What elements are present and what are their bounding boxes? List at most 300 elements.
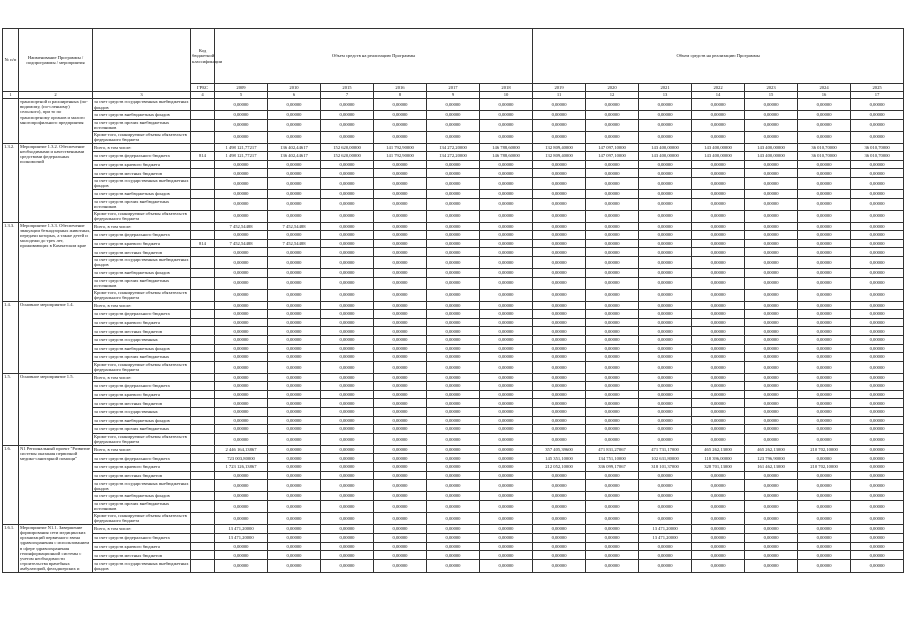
amount-cell: 7 452,54488 bbox=[215, 222, 268, 231]
amount-cell: 0,00000 bbox=[586, 239, 639, 248]
amount-cell: 0,00000 bbox=[215, 301, 268, 310]
amount-cell: 0,00000 bbox=[692, 533, 745, 542]
amount-cell: 0,00000 bbox=[374, 169, 427, 178]
amount-cell: 0,00000 bbox=[851, 382, 904, 391]
amount-cell: 0,00000 bbox=[745, 198, 798, 210]
grbs-code bbox=[191, 433, 215, 445]
amount-cell: 0,00000 bbox=[374, 353, 427, 362]
amount-cell: 0,00000 bbox=[745, 512, 798, 524]
amount-cell: 0,00000 bbox=[639, 189, 692, 198]
amount-cell: 13 471,20000 bbox=[639, 533, 692, 542]
amount-cell: 0,00000 bbox=[268, 390, 321, 399]
amount-cell: 0,00000 bbox=[692, 111, 745, 120]
amount-cell: 0,00000 bbox=[374, 445, 427, 454]
amount-cell: 0,00000 bbox=[745, 277, 798, 289]
budget-table bbox=[2, 28, 904, 573]
amount-cell: 0,00000 bbox=[692, 399, 745, 408]
amount-cell: 0,00000 bbox=[480, 524, 533, 533]
amount-cell: 0,00000 bbox=[374, 99, 427, 111]
amount-cell: 0,00000 bbox=[851, 248, 904, 257]
amount-cell: 0,00000 bbox=[321, 318, 374, 327]
funding-source: за счет средств государственных bbox=[93, 335, 191, 344]
amount-cell: 0,00000 bbox=[321, 310, 374, 319]
amount-cell: 0,00000 bbox=[639, 373, 692, 382]
amount-cell: 0,00000 bbox=[533, 119, 586, 131]
amount-cell: 0,00000 bbox=[639, 289, 692, 301]
amount-cell: 0,00000 bbox=[374, 239, 427, 248]
funding-source: за счет средств внебюджетных фондов bbox=[93, 111, 191, 120]
amount-cell: 2 446 164,13867 bbox=[215, 445, 268, 454]
amount-cell: 0,00000 bbox=[745, 131, 798, 143]
amount-cell: 0,00000 bbox=[374, 500, 427, 512]
amount-cell: 0,00000 bbox=[639, 512, 692, 524]
amount-cell: 0,00000 bbox=[215, 169, 268, 178]
amount-cell: 0,00000 bbox=[268, 492, 321, 501]
table-row bbox=[3, 471, 904, 480]
amount-cell: 0,00000 bbox=[480, 542, 533, 551]
amount-cell: 0,00000 bbox=[215, 492, 268, 501]
amount-cell: 0,00000 bbox=[586, 310, 639, 319]
amount-cell: 0,00000 bbox=[639, 301, 692, 310]
amount-cell: 0,00000 bbox=[268, 119, 321, 131]
grbs-code bbox=[191, 143, 215, 152]
amount-cell: 0,00000 bbox=[692, 361, 745, 373]
grbs-code bbox=[191, 492, 215, 501]
amount-cell: 0,00000 bbox=[533, 222, 586, 231]
grbs-code bbox=[191, 382, 215, 391]
grbs-code bbox=[191, 248, 215, 257]
table-row bbox=[3, 277, 904, 289]
amount-cell: 0,00000 bbox=[268, 551, 321, 560]
amount-cell: 0,00000 bbox=[586, 189, 639, 198]
amount-cell: 0,00000 bbox=[427, 500, 480, 512]
amount-cell: 0,00000 bbox=[533, 310, 586, 319]
amount-cell: 0,00000 bbox=[692, 433, 745, 445]
amount-cell: 0,00000 bbox=[374, 289, 427, 301]
amount-cell: 0,00000 bbox=[427, 471, 480, 480]
amount-cell: 36 010,70000 bbox=[798, 143, 851, 152]
amount-cell: 0,00000 bbox=[321, 344, 374, 353]
amount-cell: 0,00000 bbox=[745, 327, 798, 336]
amount-cell: 146 788,60000 bbox=[480, 143, 533, 152]
amount-cell: 0,00000 bbox=[321, 99, 374, 111]
amount-cell: 212 052,10000 bbox=[533, 463, 586, 472]
amount-cell: 0,00000 bbox=[374, 310, 427, 319]
amount-cell: 0,00000 bbox=[745, 373, 798, 382]
amount-cell: 210 702,10000 bbox=[798, 445, 851, 454]
amount-cell: 0,00000 bbox=[851, 524, 904, 533]
amount-cell: 0,00000 bbox=[586, 111, 639, 120]
grbs-code bbox=[191, 353, 215, 362]
amount-cell: 0,00000 bbox=[798, 533, 851, 542]
amount-cell: 0,00000 bbox=[533, 344, 586, 353]
amount-cell: 0,00000 bbox=[427, 373, 480, 382]
amount-cell: 0,00000 bbox=[480, 361, 533, 373]
amount-cell: 0,00000 bbox=[639, 277, 692, 289]
amount-cell: 0,00000 bbox=[480, 256, 533, 268]
amount-cell: 0,00000 bbox=[798, 301, 851, 310]
amount-cell: 0,00000 bbox=[321, 512, 374, 524]
amount-cell: 0,00000 bbox=[692, 335, 745, 344]
amount-cell: 0,00000 bbox=[639, 131, 692, 143]
table-row bbox=[3, 318, 904, 327]
amount-cell: 0,00000 bbox=[427, 268, 480, 277]
amount-cell: 0,00000 bbox=[851, 131, 904, 143]
grbs-code bbox=[191, 399, 215, 408]
amount-cell: 1 498 121,77217 bbox=[215, 143, 268, 152]
amount-cell: 0,00000 bbox=[321, 480, 374, 492]
amount-cell: 134 272,20000 bbox=[427, 152, 480, 161]
amount-cell: 0,00000 bbox=[374, 327, 427, 336]
amount-cell: 0,00000 bbox=[639, 177, 692, 189]
amount-cell: 0,00000 bbox=[639, 500, 692, 512]
amount-cell: 0,00000 bbox=[692, 524, 745, 533]
amount-cell: 0,00000 bbox=[374, 390, 427, 399]
amount-cell: 0,00000 bbox=[851, 512, 904, 524]
amount-cell: 0,00000 bbox=[851, 198, 904, 210]
amount-cell: 0,00000 bbox=[586, 382, 639, 391]
program-name: Основное мероприятие 1.5. bbox=[19, 373, 93, 445]
amount-cell: 0,00000 bbox=[215, 310, 268, 319]
amount-cell: 0,00000 bbox=[692, 512, 745, 524]
amount-cell: 0,00000 bbox=[692, 131, 745, 143]
funding-source: за счет средств прочих внебюджетных источников bbox=[93, 119, 191, 131]
amount-cell: 0,00000 bbox=[745, 310, 798, 319]
grbs-code bbox=[191, 533, 215, 542]
amount-cell: 0,00000 bbox=[268, 560, 321, 572]
amount-cell: 0,00000 bbox=[427, 433, 480, 445]
amount-cell: 0,00000 bbox=[586, 533, 639, 542]
amount-cell: 0,00000 bbox=[851, 480, 904, 492]
amount-cell: 147 097,10000 bbox=[586, 152, 639, 161]
amount-cell: 0,00000 bbox=[851, 373, 904, 382]
amount-cell: 0,00000 bbox=[745, 500, 798, 512]
grbs-code bbox=[191, 361, 215, 373]
amount-cell: 0,00000 bbox=[851, 433, 904, 445]
amount-cell: 0,00000 bbox=[533, 373, 586, 382]
amount-cell: 0,00000 bbox=[374, 408, 427, 417]
amount-cell: 0,00000 bbox=[639, 210, 692, 222]
amount-cell: 0,00000 bbox=[586, 560, 639, 572]
amount-cell: 0,00000 bbox=[533, 169, 586, 178]
amount-cell: 0,00000 bbox=[321, 361, 374, 373]
amount-cell: 0,00000 bbox=[745, 239, 798, 248]
amount-cell: 146 788,60000 bbox=[480, 152, 533, 161]
table-row bbox=[3, 480, 904, 492]
amount-cell: 0,00000 bbox=[321, 492, 374, 501]
amount-cell: 0,00000 bbox=[268, 256, 321, 268]
amount-cell: 136 402,44617 bbox=[268, 152, 321, 161]
amount-cell: 0,00000 bbox=[798, 318, 851, 327]
amount-cell: 0,00000 bbox=[745, 560, 798, 572]
amount-cell: 0,00000 bbox=[586, 248, 639, 257]
amount-cell: 0,00000 bbox=[639, 551, 692, 560]
header-year: 2022 bbox=[692, 84, 745, 92]
funding-source: за счет средств местных бюджетов bbox=[93, 551, 191, 560]
header-column-number: 10 bbox=[480, 92, 533, 99]
amount-cell: 0,00000 bbox=[427, 231, 480, 240]
amount-cell: 0,00000 bbox=[374, 512, 427, 524]
amount-cell: 0,00000 bbox=[215, 256, 268, 268]
amount-cell: 0,00000 bbox=[268, 189, 321, 198]
amount-cell: 0,00000 bbox=[480, 408, 533, 417]
amount-cell: 0,00000 bbox=[586, 169, 639, 178]
amount-cell: 0,00000 bbox=[321, 119, 374, 131]
amount-cell: 0,00000 bbox=[321, 533, 374, 542]
funding-source: Всего, в том числе: bbox=[93, 301, 191, 310]
amount-cell: 0,00000 bbox=[427, 480, 480, 492]
amount-cell: 0,00000 bbox=[268, 353, 321, 362]
amount-cell: 0,00000 bbox=[745, 119, 798, 131]
amount-cell: 0,00000 bbox=[745, 268, 798, 277]
funding-source: за счет средств краевого бюджета bbox=[93, 239, 191, 248]
amount-cell: 0,00000 bbox=[215, 512, 268, 524]
amount-cell: 465 262,13000 bbox=[745, 445, 798, 454]
header-column-number: 16 bbox=[798, 92, 851, 99]
amount-cell: 0,00000 bbox=[692, 177, 745, 189]
amount-cell: 0,00000 bbox=[586, 408, 639, 417]
amount-cell: 0,00000 bbox=[374, 382, 427, 391]
amount-cell: 0,00000 bbox=[215, 551, 268, 560]
amount-cell: 143 400,00000 bbox=[692, 143, 745, 152]
amount-cell: 0,00000 bbox=[798, 551, 851, 560]
table-row bbox=[3, 454, 904, 463]
amount-cell: 0,00000 bbox=[586, 492, 639, 501]
amount-cell: 0,00000 bbox=[321, 268, 374, 277]
amount-cell: 0,00000 bbox=[427, 131, 480, 143]
amount-cell: 0,00000 bbox=[480, 222, 533, 231]
header-no: № п/п bbox=[3, 29, 19, 92]
amount-cell: 0,00000 bbox=[533, 189, 586, 198]
amount-cell: 0,00000 bbox=[533, 198, 586, 210]
header-code: Код бюджетной классификации bbox=[191, 29, 215, 84]
amount-cell: 0,00000 bbox=[851, 399, 904, 408]
grbs-code bbox=[191, 542, 215, 551]
amount-cell: 0,00000 bbox=[374, 210, 427, 222]
amount-cell: 13 471,20000 bbox=[639, 524, 692, 533]
amount-cell: 0,00000 bbox=[798, 344, 851, 353]
amount-cell: 0,00000 bbox=[798, 177, 851, 189]
amount-cell: 0,00000 bbox=[321, 169, 374, 178]
amount-cell: 0,00000 bbox=[639, 361, 692, 373]
table-row bbox=[3, 344, 904, 353]
amount-cell: 0,00000 bbox=[798, 492, 851, 501]
amount-cell: 0,00000 bbox=[586, 512, 639, 524]
funding-source: Всего, в том числе: bbox=[93, 373, 191, 382]
grbs-code bbox=[191, 408, 215, 417]
amount-cell: 0,00000 bbox=[268, 318, 321, 327]
amount-cell: 0,00000 bbox=[798, 99, 851, 111]
amount-cell: 0,00000 bbox=[215, 382, 268, 391]
amount-cell: 0,00000 bbox=[533, 160, 586, 169]
amount-cell: 0,00000 bbox=[215, 361, 268, 373]
amount-cell: 0,00000 bbox=[215, 99, 268, 111]
grbs-code bbox=[191, 416, 215, 425]
amount-cell: 0,00000 bbox=[268, 327, 321, 336]
amount-cell: 0,00000 bbox=[692, 99, 745, 111]
amount-cell: 0,00000 bbox=[321, 301, 374, 310]
amount-cell: 0,00000 bbox=[268, 399, 321, 408]
amount-cell: 0,00000 bbox=[639, 222, 692, 231]
amount-cell: 0,00000 bbox=[427, 390, 480, 399]
amount-cell: 0,00000 bbox=[586, 361, 639, 373]
grbs-code bbox=[191, 512, 215, 524]
funding-source: за счет средств государственных внебюджетных фондов bbox=[94, 480, 189, 491]
amount-cell: 152 620,00000 bbox=[321, 143, 374, 152]
amount-cell: 0,00000 bbox=[321, 239, 374, 248]
amount-cell: 143 400,00000 bbox=[745, 152, 798, 161]
amount-cell: 0,00000 bbox=[533, 480, 586, 492]
amount-cell: 0,00000 bbox=[268, 289, 321, 301]
amount-cell: 0,00000 bbox=[268, 533, 321, 542]
amount-cell: 0,00000 bbox=[639, 344, 692, 353]
row-index: 1.6.1. bbox=[3, 524, 19, 572]
amount-cell: 0,00000 bbox=[639, 318, 692, 327]
amount-cell: 0,00000 bbox=[798, 277, 851, 289]
amount-cell: 0,00000 bbox=[798, 198, 851, 210]
program-name: Мероприятие N1.1. Завершение формирования сети медицинских организаций первичного звена здравоохранения с использованием в сфере здравоохранения геоинформационной системы с учетом необходимости строительства врачебных амбулаторий, фельдшерских и bbox=[19, 524, 93, 572]
program-name: транспортной и расширенных (по-видимому, (по-сленному) сельского), при то по транспортному органов и малого многопрофильного предприятия bbox=[19, 99, 93, 144]
funding-source: за счет средств краевого бюджета bbox=[93, 463, 191, 472]
amount-cell: 0,00000 bbox=[427, 361, 480, 373]
grbs-code bbox=[191, 327, 215, 336]
amount-cell: 0,00000 bbox=[268, 131, 321, 143]
grbs-code bbox=[191, 344, 215, 353]
table-row bbox=[3, 335, 904, 344]
amount-cell: 0,00000 bbox=[639, 471, 692, 480]
amount-cell: 0,00000 bbox=[480, 210, 533, 222]
program-name: Мероприятие 1.3.2. Обеспечение необходимыми и качественными средствами федеральных полномочий bbox=[19, 143, 93, 222]
amount-cell: 0,00000 bbox=[321, 189, 374, 198]
table-row bbox=[3, 492, 904, 501]
funding-source: за счет средств федерального бюджета bbox=[93, 152, 191, 161]
grbs-code bbox=[191, 471, 215, 480]
table-row bbox=[3, 373, 904, 382]
grbs-code bbox=[191, 524, 215, 533]
amount-cell: 0,00000 bbox=[851, 408, 904, 417]
amount-cell: 0,00000 bbox=[215, 248, 268, 257]
program-name: N1 Региональный проект "Развитие системы оказания первичной медико-санитарной помощи" bbox=[19, 445, 93, 524]
amount-cell: 0,00000 bbox=[427, 382, 480, 391]
amount-cell: 0,00000 bbox=[692, 471, 745, 480]
amount-cell: 471 731,17000 bbox=[639, 445, 692, 454]
header-column-number: 5 bbox=[215, 92, 268, 99]
amount-cell: 0,00000 bbox=[480, 327, 533, 336]
amount-cell: 0,00000 bbox=[374, 231, 427, 240]
amount-cell: 0,00000 bbox=[533, 248, 586, 257]
amount-cell: 0,00000 bbox=[639, 119, 692, 131]
amount-cell: 0,00000 bbox=[692, 169, 745, 178]
amount-cell: 0,00000 bbox=[374, 160, 427, 169]
funding-source: Кроме того, планируемые объемы обязательств федерального бюджета bbox=[93, 361, 191, 373]
amount-cell: 0,00000 bbox=[586, 390, 639, 399]
funding-source: за счет средств прочих внебюджетных bbox=[93, 425, 191, 434]
amount-cell: 0,00000 bbox=[639, 160, 692, 169]
program-name: Основное мероприятие 1.4. bbox=[19, 301, 93, 373]
amount-cell: 0,00000 bbox=[215, 198, 268, 210]
amount-cell: 0,00000 bbox=[268, 500, 321, 512]
amount-cell: 0,00000 bbox=[745, 289, 798, 301]
amount-cell: 0,00000 bbox=[480, 433, 533, 445]
amount-cell: 102 631,80000 bbox=[639, 454, 692, 463]
amount-cell: 0,00000 bbox=[321, 177, 374, 189]
amount-cell: 0,00000 bbox=[639, 480, 692, 492]
amount-cell: 0,00000 bbox=[427, 210, 480, 222]
amount-cell: 0,00000 bbox=[215, 425, 268, 434]
amount-cell: 0,00000 bbox=[321, 131, 374, 143]
amount-cell: 0,00000 bbox=[851, 256, 904, 268]
amount-cell: 0,00000 bbox=[533, 524, 586, 533]
amount-cell: 0,00000 bbox=[692, 560, 745, 572]
amount-cell: 471 831,27067 bbox=[586, 445, 639, 454]
amount-cell: 0,00000 bbox=[533, 533, 586, 542]
amount-cell: 0,00000 bbox=[321, 463, 374, 472]
amount-cell: 0,00000 bbox=[745, 222, 798, 231]
amount-cell: 0,00000 bbox=[268, 177, 321, 189]
amount-cell: 0,00000 bbox=[639, 239, 692, 248]
amount-cell: 0,00000 bbox=[851, 551, 904, 560]
amount-cell: 0,00000 bbox=[374, 399, 427, 408]
header-group-right: Объем средств на реализацию Программы bbox=[533, 29, 904, 84]
amount-cell: 0,00000 bbox=[480, 416, 533, 425]
amount-cell: 0,00000 bbox=[374, 542, 427, 551]
amount-cell: 0,00000 bbox=[321, 445, 374, 454]
amount-cell: 0,00000 bbox=[374, 119, 427, 131]
amount-cell: 0,00000 bbox=[692, 256, 745, 268]
amount-cell: 0,00000 bbox=[692, 492, 745, 501]
amount-cell: 0,00000 bbox=[533, 268, 586, 277]
amount-cell: 0,00000 bbox=[374, 361, 427, 373]
table-row bbox=[3, 222, 904, 231]
amount-cell: 0,00000 bbox=[268, 310, 321, 319]
amount-cell: 0,00000 bbox=[692, 277, 745, 289]
amount-cell: 0,00000 bbox=[268, 373, 321, 382]
grbs-code bbox=[191, 131, 215, 143]
amount-cell: 0,00000 bbox=[745, 425, 798, 434]
amount-cell: 0,00000 bbox=[268, 425, 321, 434]
amount-cell: 0,00000 bbox=[215, 390, 268, 399]
header-year: 2009 bbox=[215, 84, 268, 92]
table-row bbox=[3, 542, 904, 551]
amount-cell: 0,00000 bbox=[798, 512, 851, 524]
amount-cell: 0,00000 bbox=[851, 119, 904, 131]
amount-cell: 0,00000 bbox=[692, 344, 745, 353]
amount-cell: 0,00000 bbox=[692, 268, 745, 277]
amount-cell: 0,00000 bbox=[480, 301, 533, 310]
amount-cell: 0,00000 bbox=[533, 433, 586, 445]
amount-cell: 0,00000 bbox=[533, 301, 586, 310]
grbs-code: 814 bbox=[191, 239, 215, 248]
amount-cell: 123 796,90000 bbox=[745, 454, 798, 463]
funding-source: за счет средств государственных внебюджетных фондов bbox=[94, 99, 189, 110]
amount-cell: 0,00000 bbox=[851, 560, 904, 572]
table-row bbox=[3, 189, 904, 198]
amount-cell: 0,00000 bbox=[321, 471, 374, 480]
amount-cell: 0,00000 bbox=[692, 301, 745, 310]
header-column-number: 11 bbox=[533, 92, 586, 99]
amount-cell: 0,00000 bbox=[427, 169, 480, 178]
grbs-code bbox=[191, 222, 215, 231]
amount-cell: 0,00000 bbox=[745, 318, 798, 327]
amount-cell: 0,00000 bbox=[533, 131, 586, 143]
table-row bbox=[3, 382, 904, 391]
amount-cell: 0,00000 bbox=[745, 551, 798, 560]
funding-source: Кроме того, планируемые объемы обязательств федерального бюджета bbox=[93, 433, 191, 445]
amount-cell: 0,00000 bbox=[692, 222, 745, 231]
amount-cell: 0,00000 bbox=[798, 408, 851, 417]
funding-source: Кроме того, планируемые объемы обязательств федерального бюджета bbox=[93, 512, 191, 524]
grbs-code bbox=[191, 119, 215, 131]
